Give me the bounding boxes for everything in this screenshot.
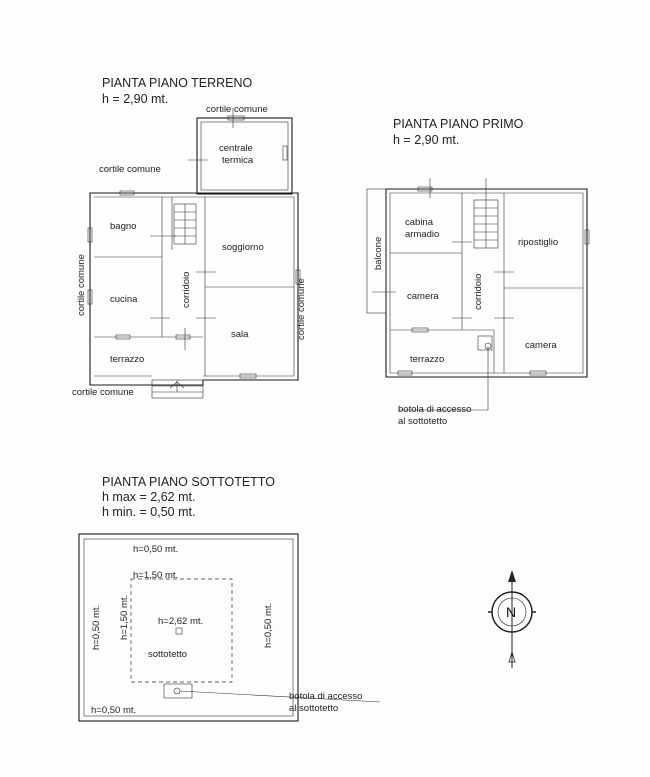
attic-room-label: sottotetto [148,649,188,660]
attic-hmin: h min. = 0,50 mt. [102,505,196,519]
first-floor-height: h = 2,90 mt. [393,133,460,147]
first-floor-plan [367,117,589,427]
attic-center-marker [176,628,182,634]
bagno-label: bagno [110,221,137,232]
attic-hmax: h max = 2,62 mt. [102,490,196,504]
ground-floor-height: h = 2,90 mt. [102,92,169,106]
cabina-label: cabina [405,217,433,228]
first-floor-hatch [478,336,492,350]
north-compass [488,570,536,668]
corridoio-first-label: corridoio [473,273,484,310]
camera-right-label: camera [525,340,557,351]
attic-plan [79,475,380,721]
attic-hatch-label-2: al sottotetto [289,703,339,714]
ground-floor-title: PIANTA PIANO TERRENO [102,76,253,90]
cortile-comune-top-label: cortile comune [206,104,268,115]
attic-h-top: h=0,50 mt. [133,544,179,555]
attic-title: PIANTA PIANO SOTTOTETTO [102,475,275,489]
cucina-label: cucina [110,294,138,305]
attic-h-left: h=0,50 mt. [91,604,102,650]
cortile-comune-bottom-label: cortile comune [72,387,134,398]
centrale-label: centrale [219,143,253,154]
attic-h-center: h=2,62 mt. [158,616,204,627]
balcone-label: balcone [373,236,384,270]
cortile-comune-left-label: cortile comune [99,164,161,175]
ground-floor-plan [72,76,307,398]
terrazzo-first-label: terrazzo [410,354,445,365]
cortile-comune-vertical-right-label: cortile comune [296,278,307,340]
north-arrow-icon [508,570,516,582]
camera-left-label: camera [407,291,439,302]
attic-hatch-label-1: botola di accesso [289,691,363,702]
armadio-label: armadio [405,229,440,240]
cortile-comune-vertical-left-label: cortile comune [76,254,87,316]
first-hatch-label-1: botola di accesso [398,404,472,415]
attic-inner-dashed [131,579,232,682]
termica-label: termica [222,155,254,166]
attic-h-inner-top: h=1,50 mt. [133,570,179,581]
terrazzo-ground-label: terrazzo [110,354,145,365]
attic-h-inner-left: h=1,50 mt. [119,594,130,640]
ripostiglio-label: ripostiglio [518,237,559,248]
ground-entrance-steps [152,380,203,398]
compass-north-letter: N [506,604,517,620]
attic-hatch [164,684,192,698]
soggiorno-label: soggiorno [222,242,264,253]
sala-label: sala [231,329,249,340]
attic-h-right: h=0,50 mt. [263,602,274,648]
attic-h-bottom: h=0,50 mt. [91,705,137,716]
ground-stairs [174,204,196,244]
first-floor-title: PIANTA PIANO PRIMO [393,117,524,131]
first-hatch-label-2: al sottotetto [398,416,448,427]
corridoio-ground-label: corridoio [181,271,192,308]
